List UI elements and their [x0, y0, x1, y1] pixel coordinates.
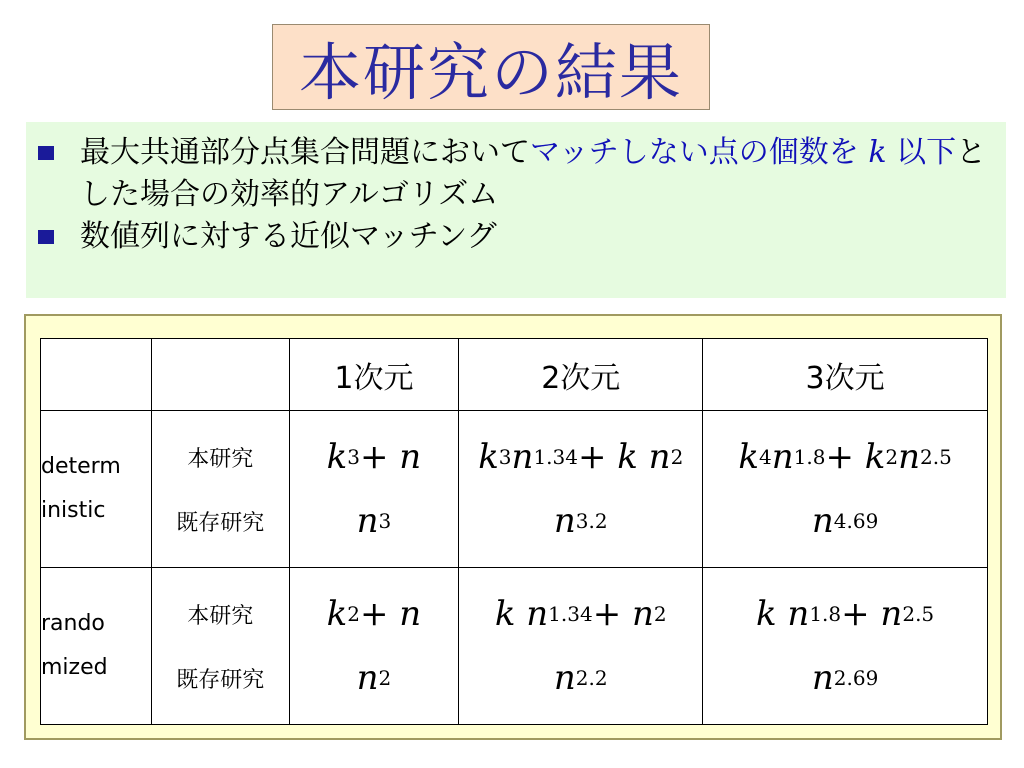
formula-exponent: 2.2	[575, 666, 608, 690]
formula-exponent: 2.5	[919, 445, 952, 469]
formula	[290, 489, 459, 553]
bullet-1-text-b: とした場合の効率的アルゴリズム	[80, 135, 987, 212]
bullet-item-1	[38, 132, 1006, 216]
formula-base: k n	[756, 594, 810, 634]
formula-base: n	[553, 658, 576, 698]
cell-det-1d	[289, 411, 459, 568]
formula-base: n	[356, 658, 379, 698]
formula-base: k n	[494, 594, 549, 634]
header-empty-1	[41, 339, 152, 411]
formula-base: k	[326, 594, 348, 634]
row-label-randomized: rando mized	[41, 568, 152, 725]
header-3d: 3次元	[703, 339, 988, 411]
formula-exponent: 2	[347, 602, 360, 626]
formula-base: n	[811, 658, 834, 698]
formula-base: + k n	[577, 437, 671, 477]
cell-det-3d	[703, 411, 988, 568]
bullet-list	[26, 122, 1006, 298]
formula-exponent: 1.8	[793, 445, 826, 469]
square-bullet-icon	[38, 146, 54, 160]
formula-base: + n	[841, 594, 903, 634]
formula-exponent: 1.34	[533, 445, 578, 469]
formula-base: n	[511, 437, 534, 477]
formula-exponent: 4.69	[833, 509, 879, 533]
bullet-text-2: 数値列に対する近似マッチング	[80, 219, 497, 254]
square-bullet-icon	[38, 230, 54, 244]
table-row-randomized	[41, 568, 988, 725]
formula-base: n	[811, 501, 834, 541]
formula-base: k	[478, 437, 499, 477]
label-this-study: 本研究	[187, 446, 254, 472]
cell-rand-3d	[703, 568, 988, 725]
slide-title-box	[272, 24, 710, 110]
formula-exponent: 3	[498, 445, 512, 469]
method-labels	[151, 568, 289, 725]
method-labels	[151, 411, 289, 568]
formula-exponent: 3.2	[575, 509, 608, 533]
formula	[459, 582, 702, 646]
label-prior-study: 既存研究	[176, 510, 265, 536]
formula-exponent: 1.34	[548, 602, 593, 626]
cell-det-2d	[459, 411, 703, 568]
formula-exponent: 2.69	[833, 666, 879, 690]
formula-base: + n	[360, 594, 422, 634]
formula-exponent: 2	[885, 445, 899, 469]
formula-exponent: 3	[378, 509, 392, 533]
table-header-row	[41, 339, 988, 411]
label-prior-study: 既存研究	[176, 667, 265, 693]
header-1d: 1次元	[289, 339, 459, 411]
formula-exponent: 2	[378, 666, 392, 690]
results-table-frame	[24, 314, 1002, 740]
formula	[703, 489, 987, 553]
formula	[703, 582, 987, 646]
header-empty-2	[151, 339, 289, 411]
formula-exponent: 2.5	[902, 602, 935, 626]
bullet-text-1	[80, 132, 1000, 216]
formula	[290, 582, 459, 646]
bullet-1-k-variable: k	[868, 135, 887, 170]
bullet-1-highlight-b: 以下	[896, 135, 957, 170]
label-this-study: 本研究	[187, 603, 254, 629]
formula-base: + k	[825, 437, 886, 477]
formula-exponent: 3	[347, 445, 360, 469]
formula	[459, 646, 702, 710]
header-2d: 2次元	[459, 339, 703, 411]
results-table	[40, 338, 988, 725]
formula	[290, 425, 459, 489]
formula-base: n	[356, 501, 379, 541]
cell-rand-2d	[459, 568, 703, 725]
formula-base: k	[326, 437, 348, 477]
formula-base: n	[898, 437, 920, 477]
formula-exponent: 1.8	[809, 602, 842, 626]
formula-base: n	[771, 437, 794, 477]
formula-base: + n	[360, 437, 422, 477]
formula-base: n	[553, 501, 576, 541]
bullet-item-2	[38, 216, 1006, 258]
formula	[459, 425, 702, 489]
bullet-1-text-a: 最大共通部分点集合問題において	[80, 135, 530, 170]
formula-exponent: 4	[758, 445, 772, 469]
cell-rand-1d	[289, 568, 459, 725]
formula	[703, 425, 987, 489]
formula-base: + n	[592, 594, 654, 634]
slide-title: 本研究の結果	[298, 35, 683, 109]
bullet-1-highlight-a: マッチしない点の個数を	[530, 135, 859, 170]
table-row-deterministic	[41, 411, 988, 568]
formula-exponent: 2	[653, 602, 667, 626]
formula-exponent: 2	[670, 445, 684, 469]
row-label-deterministic: determ inistic	[41, 411, 152, 568]
formula	[459, 489, 702, 553]
formula	[290, 646, 459, 710]
formula-base: k	[738, 437, 759, 477]
formula	[703, 646, 987, 710]
